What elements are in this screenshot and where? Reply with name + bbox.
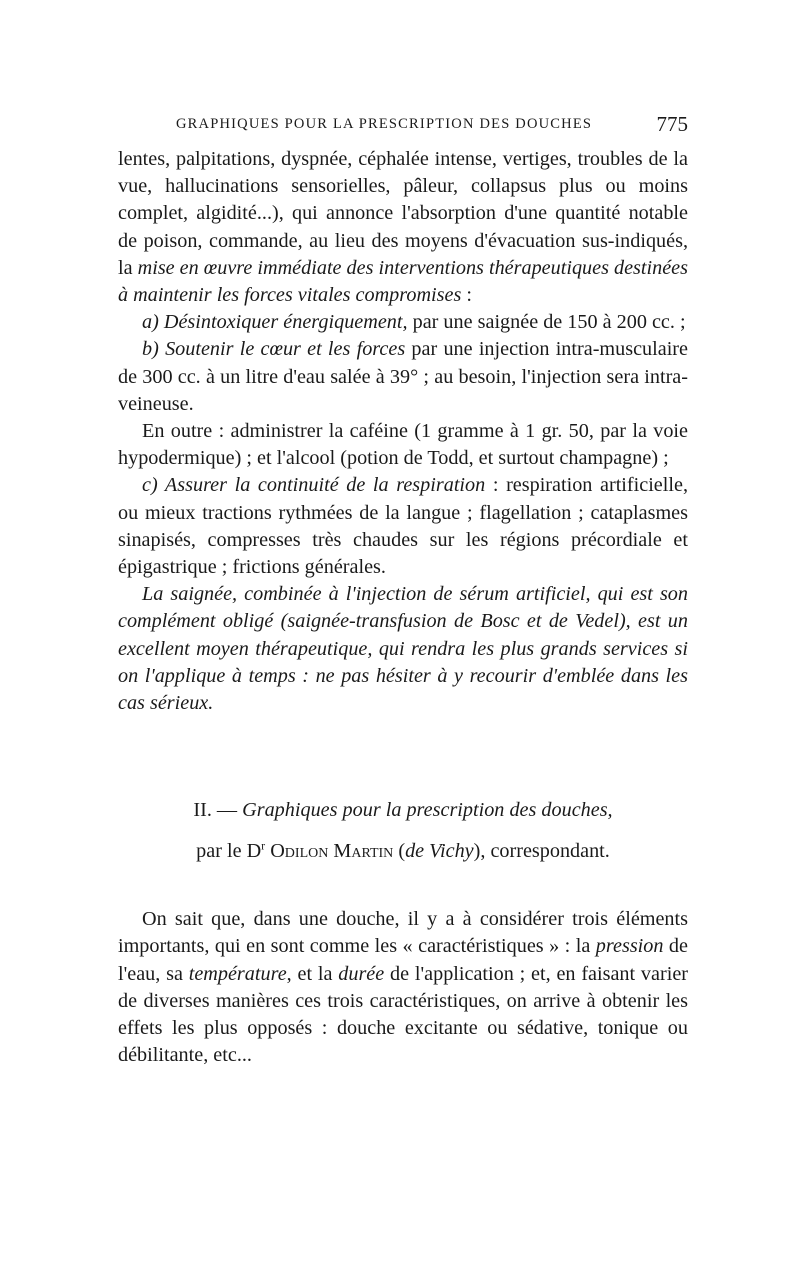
italic-run: température: [188, 962, 287, 985]
italic-run: pression: [595, 935, 664, 958]
section-numeral: II. —: [193, 799, 243, 821]
section-heading: [118, 790, 688, 872]
item-c: [118, 472, 688, 581]
running-title: GRAPHIQUES POUR LA PRESCRIPTION DES DOUCHES: [176, 116, 593, 132]
item-a: [118, 309, 688, 336]
section-byline: [118, 831, 688, 872]
section-text: [118, 886, 688, 1090]
italic-run: Assurer la continuité de la respiration: [157, 474, 486, 497]
text-run: , et la: [286, 962, 339, 985]
item-letter: b): [142, 338, 159, 361]
text-run: par une injection intra-musculaire de 300 cc. à un litre d'eau salée à 39° ; au besoin, l'injection sera intra-veineuse.: [118, 338, 688, 415]
author-name: Odilon Martin: [265, 840, 394, 862]
italic-run: Soutenir le cœur et les forces: [158, 338, 406, 361]
paragraph-saignee: La saignée, combinée à l'injection de sérum artificiel, qui est son complément obligé (saignée-transfusion de Bosc et de Vedel), est un excellent moyen thérapeutique, qui rendra les plus grands services si on l'applique à temps : ne pas hésiter à y recourir d'emblée dans les cas sérieux.: [118, 583, 688, 715]
item-letter: a): [142, 311, 159, 334]
main-text: [118, 146, 688, 717]
paragraph-en-outre: En outre : administrer la caféine (1 gramme à 1 gr. 50, par la voie hypodermique) ; et l'alcool (potion de Todd, et surtout champagne) ;: [118, 420, 688, 470]
italic-run: Désintoxiquer énergiquement,: [158, 311, 408, 334]
italic-run: mise en œuvre immédiate des interventions thérapeutiques destinées à maintenir les forces vitales compromises: [118, 256, 688, 307]
section-title-text: Graphiques pour la prescription des douches,: [242, 799, 613, 821]
text-run: : respiration artificielle, ou mieux tractions rythmées de la langue ; flagellation ; cataplasmes sinapisés, compresses très chaudes sur les régions précordiale et épigastrique ; frictions générales.: [118, 474, 688, 579]
text-run: On sait que, dans une douche, il y a à considérer trois éléments importants, qui en sont comme les « caractéristiques » : la: [118, 908, 688, 958]
text-run: :: [461, 284, 472, 307]
section-title: [118, 790, 688, 831]
byline-text: (: [393, 840, 406, 862]
author-place: de Vichy: [405, 840, 474, 862]
byline-text: par le D: [196, 840, 262, 862]
paragraph-symptoms: [118, 146, 688, 309]
text-run: de l'eau, sa: [118, 935, 688, 985]
running-head: [118, 112, 688, 142]
item-b: [118, 336, 688, 418]
page-number: 775: [656, 112, 688, 136]
text-run: lentes, palpitations, dyspnée, céphalée intense, vertiges, troubles de la vue, hallucinations sensorielles, pâleur, collapsus plus ou moins complet, algidité...), qui annonce l'absorption d'une quantité notable de poison, commande, au lieu des moyens d'évacuation sus-indiqués, la: [118, 148, 688, 279]
byline-text: ), correspondant.: [473, 840, 610, 862]
italic-run: durée: [338, 962, 385, 985]
byline-superscript: r: [261, 838, 266, 853]
text-run: par une saignée de 150 à 200 cc. ;: [407, 311, 686, 334]
paragraph-on-sait: [118, 906, 688, 1069]
text-run: de l'application ; et, en faisant varier de diverses manières ces trois caractéristiques, on arrive à obtenir les effets les plus opposés : douche excitante ou sédative, tonique ou débilitante, etc...: [118, 962, 689, 1067]
item-letter: c): [142, 474, 158, 497]
